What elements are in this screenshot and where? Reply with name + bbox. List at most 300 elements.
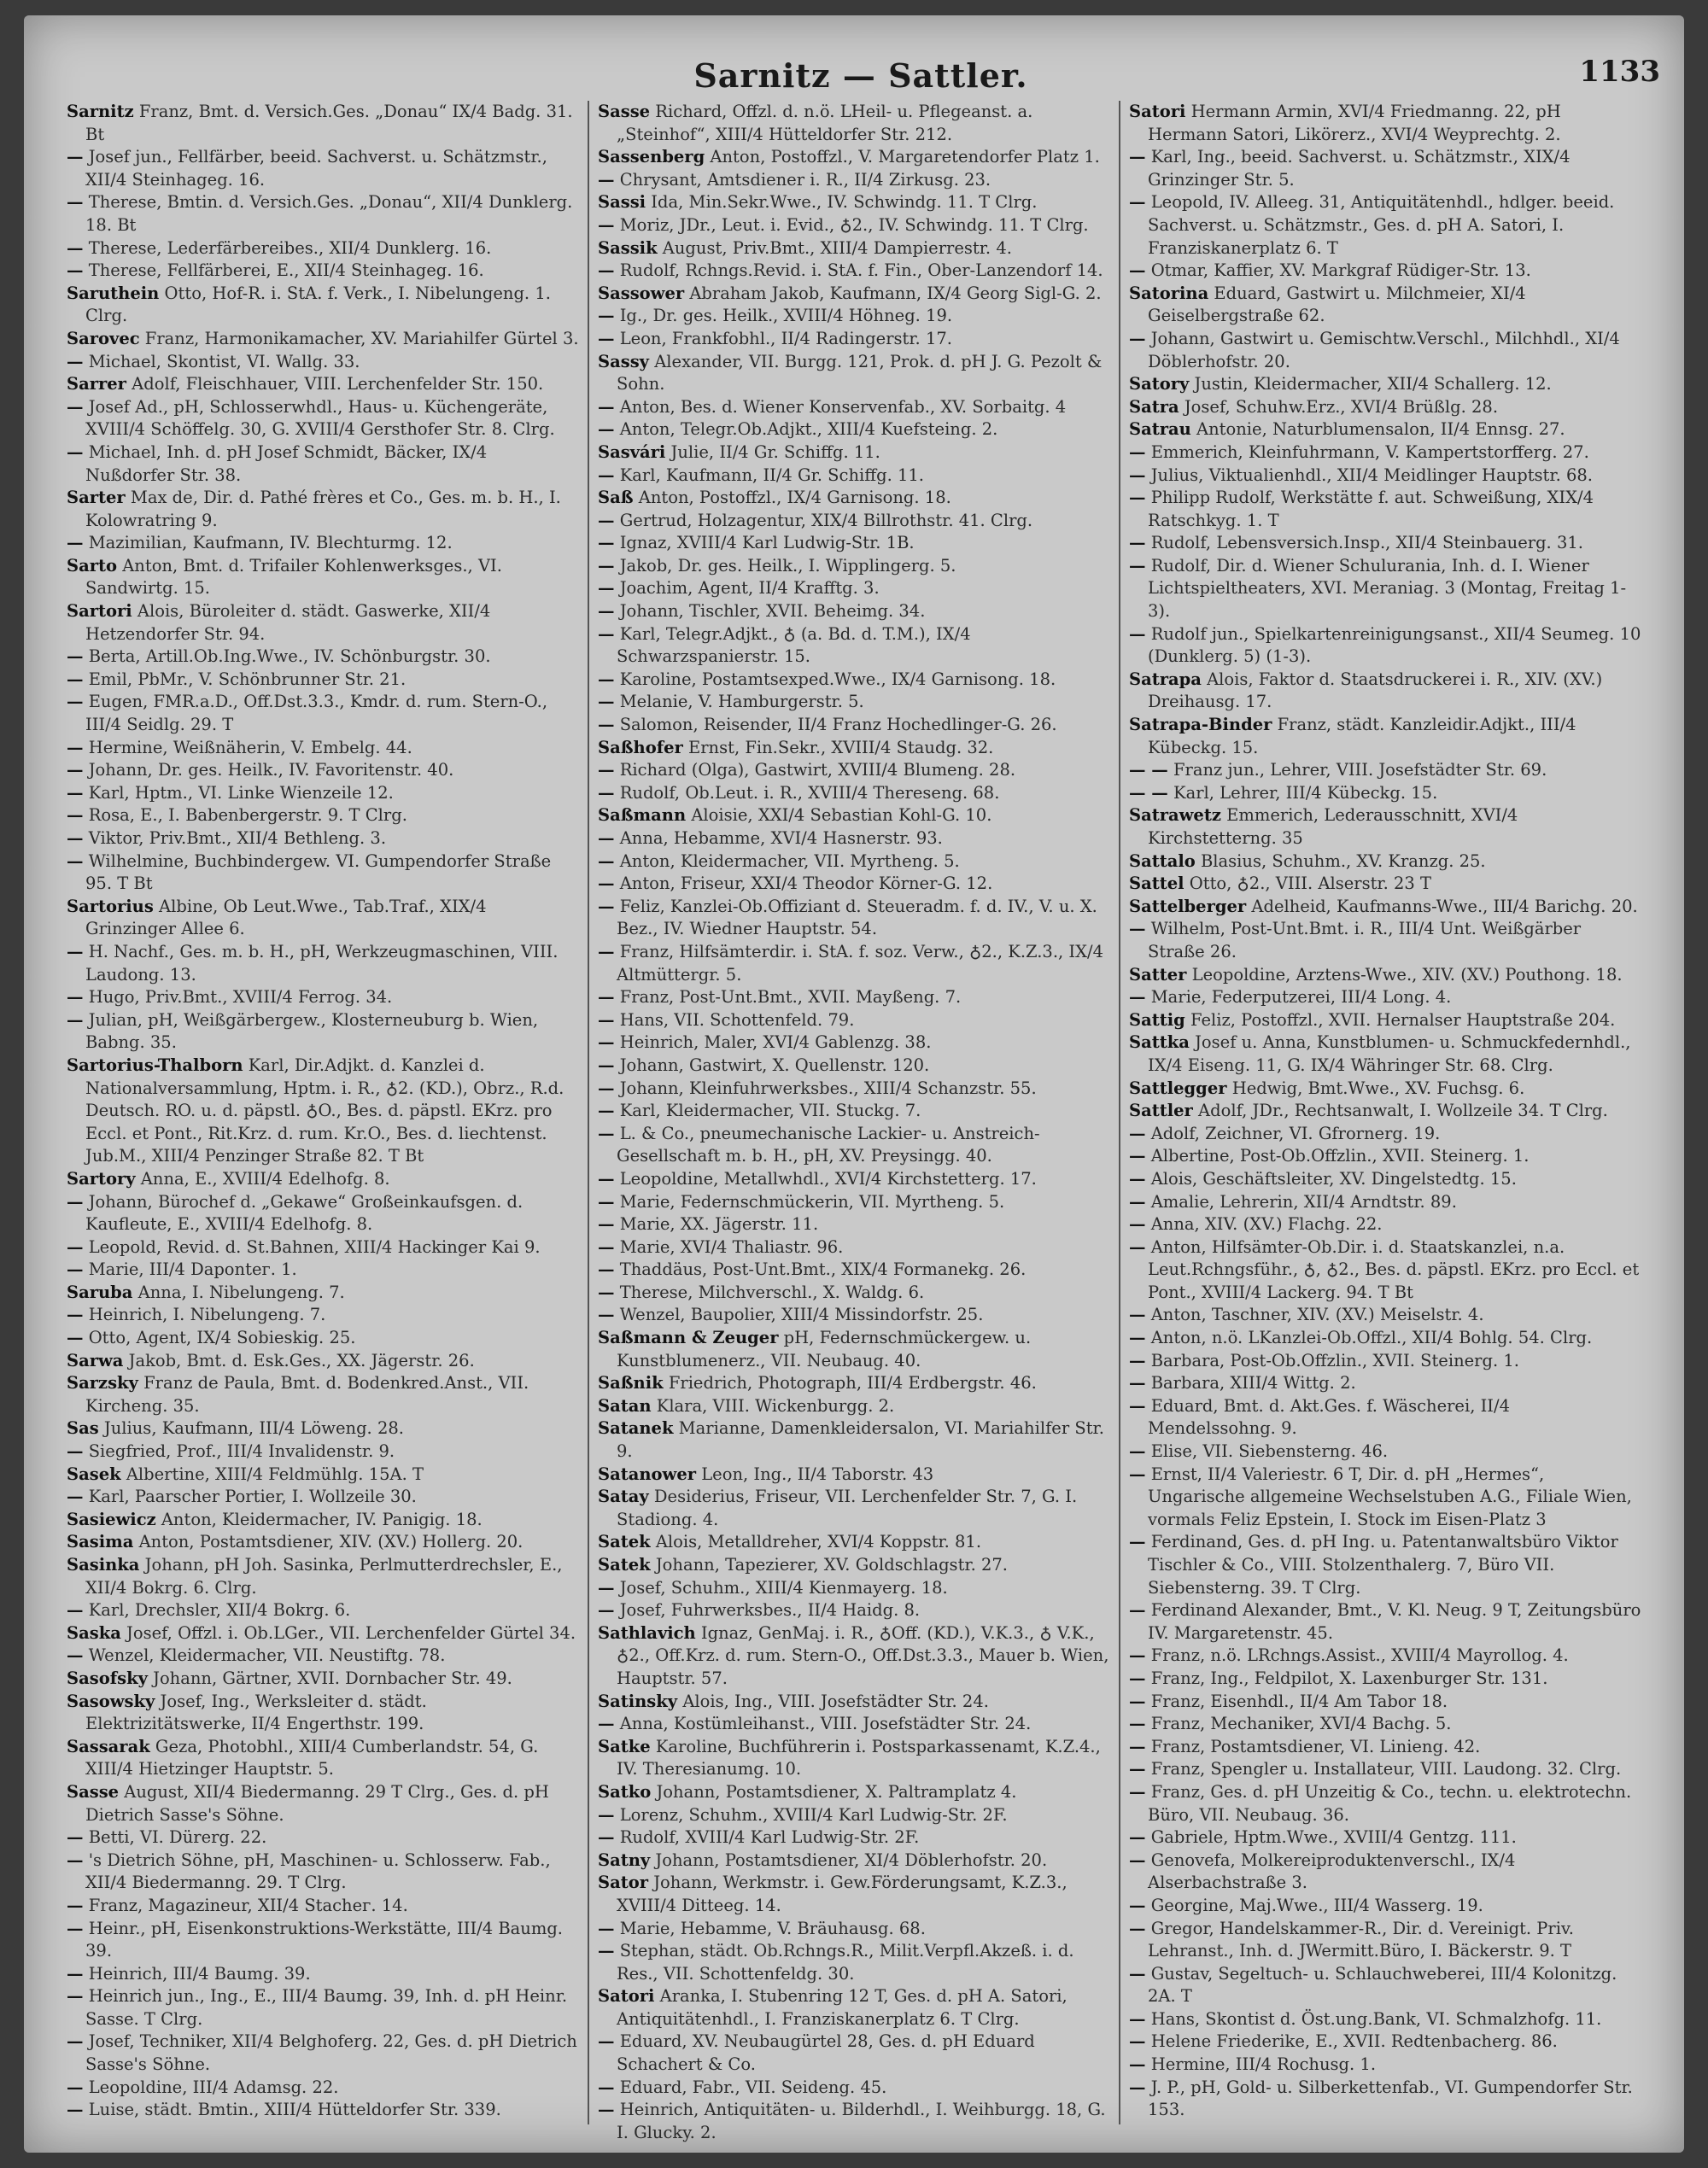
entry-surname: — <box>1129 1236 1146 1257</box>
directory-entry <box>1129 1918 1643 1963</box>
entry-surname: — <box>598 1032 615 1053</box>
directory-entry <box>598 1940 1110 1985</box>
entry-surname: Sasse <box>598 102 651 121</box>
directory-entry <box>67 782 579 805</box>
directory-entry <box>67 669 579 692</box>
entry-details: Justin, Kleidermacher, XII/4 Schallerg. 12. <box>1189 374 1552 394</box>
entry-surname: Satrau <box>1129 419 1191 440</box>
directory-entry <box>1129 1599 1643 1645</box>
directory-entry <box>598 737 1110 760</box>
directory-entry <box>67 600 579 646</box>
entry-surname: — <box>67 147 84 167</box>
entry-details: Rudolf, Rchngs.Revid. i. StA. f. Fin., Ober-Lanzendorf 14. <box>614 260 1103 281</box>
entry-details: Heinrich, Maler, XVI/4 Gablenzg. 38. <box>614 1032 932 1053</box>
entry-details: Johann, Tischler, XVII. Beheimg. 34. <box>614 601 926 622</box>
entry-details: Alois, Ing., VIII. Josefstädter Str. 24. <box>677 1691 989 1711</box>
directory-entry <box>598 1236 1110 1259</box>
entry-surname: — <box>1129 1895 1146 1915</box>
directory-entry <box>598 1826 1110 1850</box>
directory-entry <box>67 827 579 850</box>
entry-surname: — <box>67 805 84 826</box>
entry-details: Genovefa, Molkereiproduktenverschl., IX/4 Alserbachstraße 3. <box>1145 1850 1516 1893</box>
entry-details: Anna, Kostümleihanst., VIII. Josefstädter Str. 24. <box>614 1714 1032 1734</box>
directory-entry <box>598 555 1110 578</box>
directory-entry <box>1129 1123 1643 1146</box>
entry-surname: Sassenberg <box>598 147 705 167</box>
entry-surname: — <box>1129 328 1146 348</box>
entry-details: Ernst, II/4 Valeriestr. 6 T, Dir. d. pH „Hermes“, Ungarische allgemeine Wechselstuben A.G., Filiale Wien, vormals Feliz Epstein, I. Stock im Eisen-Platz 3 <box>1145 1464 1632 1529</box>
entry-surname: — <box>67 646 84 667</box>
entry-details: Viktor, Priv.Bmt., XII/4 Bethleng. 3. <box>83 828 387 848</box>
entry-surname: — <box>598 555 615 576</box>
entry-surname: — <box>598 1282 615 1302</box>
entry-surname: Sasse <box>67 1781 120 1802</box>
entry-surname: — <box>1129 1464 1146 1484</box>
entry-surname: — <box>1129 1532 1146 1552</box>
entry-surname: — <box>598 601 615 622</box>
entry-details: Rosa, E., I. Babenbergerstr. 9. T Clrg. <box>83 805 407 826</box>
directory-entry <box>598 1031 1110 1055</box>
entry-details: Karl, Paarscher Portier, I. Wollzeile 30. <box>83 1487 417 1507</box>
entry-surname: Sarto <box>67 555 118 576</box>
entry-surname: — <box>1129 623 1146 644</box>
entry-details: Betti, VI. Dürerg. 22. <box>83 1827 267 1848</box>
entry-details: Karoline, Postamtsexped.Wwe., IX/4 Garnisong. 18. <box>614 669 1056 689</box>
entry-details: Adolf, JDr., Rechtsanwalt, I. Wollzeile 34. T Clrg. <box>1192 1101 1608 1121</box>
directory-entry <box>1129 623 1643 669</box>
entry-surname: — — <box>1129 782 1168 803</box>
entry-details: Anton, Postamtsdiener, XIV. (XV.) Hollerg. 20. <box>133 1532 524 1552</box>
entry-details: Karl, Telegr.Adjkt., ♁ (a. Bd. d. T.M.), IX/4 Schwarzspanierstr. 15. <box>614 623 971 667</box>
directory-entry <box>598 2099 1110 2144</box>
directory-entry <box>598 1531 1110 1554</box>
directory-entry <box>1129 873 1643 896</box>
entry-surname: — <box>67 1645 84 1666</box>
entry-surname: — <box>598 2077 615 2097</box>
entry-surname: Satorina <box>1129 283 1209 303</box>
entry-details: Max de, Dir. d. Pathé frères et Co., Ges. m. b. H., I. Kolowratring 9. <box>85 488 561 530</box>
directory-entry <box>1129 1440 1643 1464</box>
directory-entry <box>67 1464 579 1487</box>
entry-details: Barbara, Post-Ob.Offzlin., XVII. Steinerg. 1. <box>1145 1350 1519 1370</box>
entry-details: Therese, Lederfärbereibes., XII/4 Dunklerg. 16. <box>83 237 492 258</box>
page-header <box>24 48 1684 108</box>
entry-surname: — <box>67 260 84 281</box>
column-3 <box>1120 101 1652 2124</box>
entry-surname: — <box>67 1305 84 1325</box>
entry-details: Johann, Gärtner, XVII. Dornbacher Str. 49. <box>147 1668 512 1688</box>
entry-surname: Satan <box>598 1395 652 1416</box>
directory-entry <box>1129 555 1643 623</box>
entry-details: Marie, XVI/4 Thaliastr. 96. <box>614 1236 844 1257</box>
directory-entry <box>67 555 579 600</box>
entry-surname: — <box>1129 1350 1146 1370</box>
directory-entry <box>67 191 579 237</box>
entry-surname: — — <box>1129 760 1168 780</box>
entry-surname: — <box>598 1259 615 1280</box>
directory-entry <box>598 1577 1110 1600</box>
entry-surname: Sattelberger <box>1129 896 1247 916</box>
entry-details: Abraham Jakob, Kaufmann, IX/4 Georg Sigl-G. 2. <box>684 283 1102 303</box>
directory-entry <box>67 1259 579 1282</box>
directory-entry <box>598 782 1110 805</box>
directory-entry <box>1129 1031 1643 1077</box>
directory-entry <box>598 577 1110 600</box>
entry-details: Josef, Fuhrwerksbes., II/4 Haidg. 8. <box>614 1600 921 1621</box>
directory-entry <box>598 1327 1110 1372</box>
entry-details: Franz, n.ö. LRchngs.Assist., XVIII/4 Mayrollog. 4. <box>1145 1645 1569 1666</box>
directory-entry <box>67 941 579 986</box>
entry-surname: — <box>67 1850 84 1870</box>
entry-surname: — <box>598 782 615 803</box>
directory-entry <box>598 1713 1110 1736</box>
entry-surname: Saska <box>67 1622 121 1643</box>
entry-details: Franz, Eisenhdl., II/4 Am Tabor 18. <box>1145 1691 1448 1711</box>
entry-details: Marie, Federputzerei, III/4 Long. 4. <box>1145 987 1452 1008</box>
entry-details: Johann, pH Joh. Sasinka, Perlmutterdrechsler, E., XII/4 Bokrg. 6. Clrg. <box>85 1555 563 1598</box>
entry-details: Ferdinand, Ges. d. pH Ing. u. Patentanwaltsbüro Viktor Tischler & Co., VIII. Stolzenthalerg. 7, Büro VII. Siebensterng. 39. T Clrg. <box>1145 1532 1618 1598</box>
entry-details: 's Dietrich Söhne, pH, Maschinen- u. Schlosserw. Fab., XII/4 Biedermanng. 29. T Clrg. <box>83 1850 551 1893</box>
entry-details: Eduard, Bmt. d. Akt.Ges. f. Wäscherei, II/4 Mendelssohng. 9. <box>1145 1395 1510 1439</box>
entry-surname: Satay <box>598 1487 649 1507</box>
entry-details: Otto, ♁2., VIII. Alserstr. 23 T <box>1184 874 1432 894</box>
directory-entry <box>598 465 1110 488</box>
entry-surname: — <box>67 669 84 689</box>
entry-details: Leopoldine, Arztens-Wwe., XIV. (XV.) Pouthong. 18. <box>1186 964 1623 985</box>
entry-surname: — <box>1129 1850 1146 1870</box>
entry-surname: Saruba <box>67 1282 133 1302</box>
entry-details: H. Nachf., Ges. m. b. H., pH, Werkzeugmaschinen, VIII. Laudong. 13. <box>83 941 559 985</box>
entry-details: Leopold, Revid. d. St.Bahnen, XIII/4 Hackinger Kai 9. <box>83 1236 541 1257</box>
entry-details: Klara, VIII. Wickenburgg. 2. <box>651 1395 895 1416</box>
entry-surname: Sathlavich <box>598 1622 696 1643</box>
entry-details: Ernst, Fin.Sekr., XVIII/4 Staudg. 32. <box>682 737 994 757</box>
entry-details: Friedrich, Photograph, III/4 Erdbergstr. 46. <box>663 1373 1037 1394</box>
entry-details: Alois, Geschäftsleiter, XV. Dingelstedtg. 15. <box>1145 1168 1517 1189</box>
entry-details: Michael, Skontist, VI. Wallg. 33. <box>83 351 360 371</box>
entry-surname: Sattler <box>1129 1101 1193 1121</box>
entry-details: Otto, Agent, IX/4 Sobieskig. 25. <box>83 1328 356 1348</box>
entry-surname: Sarovec <box>67 328 140 348</box>
entry-surname: — <box>67 441 84 462</box>
entry-details: Anton, Taschner, XIV. (XV.) Meiselstr. 4. <box>1145 1305 1484 1325</box>
directory-entry <box>598 214 1110 237</box>
entry-surname: — <box>67 1827 84 1848</box>
directory-entry <box>1129 465 1643 488</box>
directory-entry <box>67 1055 579 1168</box>
entry-details: Richard, Offzl. d. n.ö. LHeil- u. Pflegeanst. a. „Steinhof“, XIII/4 Hütteldorfer Str. 212. <box>617 102 1033 144</box>
entry-details: Hermann Armin, XVI/4 Friedmanng. 22, pH Hermann Satori, Likörerz., XVI/4 Weyprechtg. 2. <box>1148 102 1561 144</box>
entry-details: Anton, Hilfsämter-Ob.Dir. i. d. Staatskanzlei, n.a. Leut.Rchngsführ., ♁, ♁2., Bes. d. päpstl. EKrz. pro Eccl. et Pont., XVIII/4 Lackerg. 94. T Bt <box>1145 1236 1640 1302</box>
entry-details: Melanie, V. Hamburgerstr. 5. <box>614 692 864 712</box>
entry-surname: Sasofsky <box>67 1668 148 1688</box>
directory-entry <box>1129 1145 1643 1168</box>
entry-surname: Sasowsky <box>67 1691 155 1711</box>
directory-entry <box>1129 1691 1643 1714</box>
directory-entry <box>67 441 579 487</box>
entry-details: Jakob, Bmt. d. Esk.Ges., XX. Jägerstr. 26. <box>123 1350 475 1370</box>
directory-entry <box>1129 1963 1643 2008</box>
entry-details: Hugo, Priv.Bmt., XVIII/4 Ferrog. 34. <box>83 987 393 1008</box>
entry-surname: Sattlegger <box>1129 1078 1227 1098</box>
entry-surname: — <box>598 1305 615 1325</box>
entry-details: Leon, Ing., II/4 Taborstr. 43 <box>696 1464 934 1484</box>
directory-entry <box>67 1895 579 1918</box>
directory-entry <box>598 1985 1110 2031</box>
directory-entry <box>598 101 1110 146</box>
directory-entry <box>67 1191 579 1236</box>
entry-details: Marianne, Damenkleidersalon, VI. Mariahilfer Str. 9. <box>617 1418 1104 1462</box>
entry-surname: Satori <box>598 1986 655 2007</box>
directory-entry <box>1129 1236 1643 1305</box>
entry-details: Ferdinand Alexander, Bmt., V. Kl. Neug. 9 T, Zeitungsbüro IV. Margaretenstr. 45. <box>1145 1600 1641 1643</box>
directory-entry <box>1129 418 1643 441</box>
directory-entry <box>598 1100 1110 1123</box>
entry-surname: — <box>1129 1123 1146 1143</box>
entry-details: Aloisie, XXI/4 Sebastian Kohl-G. 10. <box>686 805 992 826</box>
directory-entry <box>1129 1850 1643 1895</box>
directory-entry <box>598 1464 1110 1487</box>
directory-entry <box>67 487 579 532</box>
entry-details: Alois, Metalldreher, XVI/4 Koppstr. 81. <box>650 1532 982 1552</box>
entry-details: Ignaz, GenMaj. i. R., ♁Off. (KD.), V.K.3., ♁ V.K., ♁2., Off.Krz. d. rum. Stern-O., Off.Dst.3.3., Mauer b. Wien, Hauptstr. 57. <box>617 1622 1109 1688</box>
directory-entry <box>598 1736 1110 1781</box>
entry-surname: Satek <box>598 1532 651 1552</box>
directory-entry <box>67 1691 579 1736</box>
entry-surname: — <box>598 1009 615 1030</box>
entry-surname: — <box>67 2031 84 2052</box>
entry-details: Josef, Schuhm., XIII/4 Kienmayerg. 18. <box>614 1577 948 1598</box>
entry-details: Rudolf, XVIII/4 Karl Ludwig-Str. 2F. <box>614 1827 920 1848</box>
entry-surname: — <box>67 1986 84 2007</box>
entry-surname: — <box>1129 2008 1146 2029</box>
entry-details: Hedwig, Bmt.Wwe., XV. Fuchsg. 6. <box>1226 1078 1525 1098</box>
entry-details: Gertrud, Holzagentur, XIX/4 Billrothstr. 41. Clrg. <box>614 510 1033 530</box>
directory-entry <box>1129 260 1643 283</box>
entry-surname: — <box>598 578 615 599</box>
directory-entry <box>1129 2077 1643 2122</box>
entry-details: Franz, Magazineur, XII/4 Stachег. 14. <box>83 1895 408 1915</box>
entry-details: Josef jun., Fellfärber, beeid. Sachverst. u. Schätzmstr., XII/4 Steinhageg. 16. <box>83 147 547 190</box>
entry-details: Joachim, Agent, II/4 Krafftg. 3. <box>614 578 880 599</box>
entry-details: Lorenz, Schuhm., XVIII/4 Karl Ludwig-Str. 2F. <box>614 1804 1008 1825</box>
entry-surname: Satrapa <box>1129 669 1202 689</box>
entry-surname: — <box>67 987 84 1008</box>
entry-details: Anton, Postoffzl., V. Margaretendorfer Platz 1. <box>705 147 1100 167</box>
entry-surname: — <box>1129 465 1146 485</box>
entry-surname: — <box>1129 1759 1146 1779</box>
directory-entry <box>598 1850 1110 1873</box>
directory-entry <box>67 1531 579 1554</box>
directory-entry <box>598 1622 1110 1691</box>
entry-details: Emmerich, Lederausschnitt, XVI/4 Kirchstetterng. 35 <box>1148 805 1518 848</box>
entry-details: August, XII/4 Biedermanng. 29 T Clrg., Ges. d. pH Dietrich Sasse's Söhne. <box>85 1781 549 1825</box>
directory-entry <box>598 1395 1110 1418</box>
entry-surname: — <box>598 169 615 190</box>
directory-entry <box>1129 2054 1643 2077</box>
page-number: 1133 <box>1579 55 1660 89</box>
directory-entry <box>1129 669 1643 714</box>
entry-surname: Sassy <box>598 351 650 371</box>
entry-surname: Sasima <box>67 1532 134 1552</box>
entry-details: Gabriele, Hptm.Wwe., XVIII/4 Gentzg. 111. <box>1145 1827 1517 1848</box>
entry-surname: — <box>67 2077 84 2097</box>
entry-surname: — <box>598 1600 615 1621</box>
entry-surname: — <box>598 260 615 281</box>
entry-details: Stephan, städt. Ob.Rchngs.R., Milit.Verpfl.Akzeß. i. d. Res., VII. Schottenfeldg. 30. <box>614 1941 1074 1984</box>
directory-entry <box>598 623 1110 669</box>
entry-details: Franz, Postamtsdiener, VI. Linieng. 42. <box>1145 1736 1481 1756</box>
entry-surname: — <box>1129 1328 1146 1348</box>
entry-surname: — <box>1129 192 1146 213</box>
directory-entry <box>67 1509 579 1532</box>
entry-surname: — <box>598 1078 615 1098</box>
entry-surname: Saßnik <box>598 1373 664 1394</box>
directory-entry <box>1129 986 1643 1009</box>
entry-details: Karoline, Buchführerin i. Postsparkassenamt, K.Z.4., IV. Theresianumg. 10. <box>617 1736 1101 1779</box>
entry-surname: Saruthein <box>67 283 160 303</box>
entry-details: Franz, städt. Kanzleidir.Adjkt., III/4 Kübeckg. 15. <box>1148 715 1576 757</box>
entry-details: Wilhelmine, Buchbindergew. VI. Gumpendorfer Straße 95. T Bt <box>83 850 552 894</box>
entry-details: Desiderius, Friseur, VII. Lerchenfelder Str. 7, G. I. Stadiong. 4. <box>617 1487 1078 1529</box>
directory-entry <box>1129 1191 1643 1214</box>
entry-details: Marie, XX. Jägerstr. 11. <box>614 1214 819 1235</box>
entry-surname: — <box>1129 1668 1146 1688</box>
directory-entry <box>67 1417 579 1440</box>
entry-surname: Sarnitz <box>67 102 134 121</box>
entry-details: Elise, VII. Siebensterng. 46. <box>1145 1441 1389 1462</box>
directory-entry <box>67 396 579 441</box>
entry-details: Franz, Hilfsämterdir. i. StA. f. soz. Verw., ♁2., K.Z.3., IX/4 Altmüttergr. 5. <box>614 941 1103 985</box>
directory-entry <box>598 1055 1110 1078</box>
directory-entry <box>598 873 1110 896</box>
entry-details: Georgine, Maj.Wwe., III/4 Wasserg. 19. <box>1145 1895 1483 1915</box>
entry-surname: — <box>598 1191 615 1212</box>
entry-surname: — <box>598 715 615 735</box>
entry-surname: Saßmann <box>598 805 687 826</box>
entry-details: Rudolf jun., Spielkartenreinigungsanst., XII/4 Seumeg. 10 (Dunklerg. 5) (1-3). <box>1145 623 1641 667</box>
entry-details: Marie, Federnschmückerin, VII. Myrtheng. 5. <box>614 1191 1005 1212</box>
entry-details: Franz, Ges. d. pH Unzeitig & Co., techn. u. elektrotechn. Büro, VII. Neubaug. 36. <box>1145 1781 1632 1825</box>
entry-surname: — <box>598 214 615 235</box>
entry-details: Karl, Kleidermacher, VII. Stuckg. 7. <box>614 1101 921 1121</box>
entry-surname: — <box>67 1236 84 1257</box>
entry-details: Johann, Postamtsdiener, XI/4 Döblerhofstr. 20. <box>650 1850 1048 1870</box>
entry-surname: — <box>67 1441 84 1462</box>
entry-surname: Satanek <box>598 1418 674 1439</box>
entry-surname: Saßmann & Zeuger <box>598 1328 779 1348</box>
directory-entry <box>67 1009 579 1055</box>
directory-entry <box>598 2077 1110 2100</box>
directory-entry <box>598 1282 1110 1305</box>
entry-surname: — <box>598 692 615 712</box>
entry-details: Adolf, Fleischhauer, VIII. Lerchenfelder Str. 150. <box>126 374 544 394</box>
directory-entry <box>67 328 579 351</box>
entry-details: Karl, Hptm., VI. Linke Wienzeile 12. <box>83 782 394 803</box>
entry-surname: — <box>1129 555 1146 576</box>
directory-entry <box>598 351 1110 396</box>
directory-entry <box>598 1599 1110 1622</box>
entry-surname: — <box>1129 1918 1146 1938</box>
entry-details: Heinrich, Antiquitäten- u. Bilderhdl., I. Weihburgg. 18, G. I. Glucky. 2. <box>614 2100 1106 2142</box>
entry-details: Heinr., pH, Eisenkonstruktions-Werkstätte, III/4 Baumg. 39. <box>83 1918 564 1961</box>
entry-details: Franz de Paula, Bmt. d. Bodenkred.Anst., VII. Kircheng. 35. <box>85 1373 529 1416</box>
entry-surname: Satinsky <box>598 1691 678 1711</box>
entry-details: Eduard, Gastwirt u. Milchmeier, XI/4 Geiselbergstraße 62. <box>1148 283 1526 326</box>
entry-surname: Sassarak <box>67 1736 150 1756</box>
entry-details: L. & Co., pneumechanische Lackier- u. Anstreich-Gesellschaft m. b. H., pH, XV. Preysingg. 40. <box>614 1123 1040 1166</box>
directory-entry <box>67 2077 579 2100</box>
entry-surname: — <box>598 1168 615 1189</box>
entry-details: Wenzel, Kleidermacher, VII. Neustiftg. 78. <box>83 1645 446 1666</box>
directory-entry <box>1129 964 1643 987</box>
directory-entry <box>598 418 1110 441</box>
entry-details: Franz, Post-Unt.Bmt., XVII. Mayßeng. 7. <box>614 987 962 1008</box>
directory-entry <box>598 600 1110 623</box>
entry-surname: Sarrer <box>67 374 126 394</box>
entry-surname: — <box>598 874 615 894</box>
directory-entry <box>598 191 1110 214</box>
entry-surname: — <box>1129 2031 1146 2052</box>
entry-details: Rudolf, Dir. d. Wiener Schulurania, Inh. d. I. Wiener Lichtspieltheaters, XVI. Meraniag. 3 (Montag, Freitag 1-3). <box>1145 555 1627 622</box>
entry-details: Josef u. Anna, Kunstblumen- u. Schmuckfedernhdl., IX/4 Eiseng. 11, G. IX/4 Währinger Str. 68. Clrg. <box>1148 1032 1631 1075</box>
entry-details: Barbara, XIII/4 Wittg. 2. <box>1145 1373 1356 1394</box>
entry-details: Leopoldine, Metallwhdl., XVI/4 Kirchstetterg. 17. <box>614 1168 1037 1189</box>
entry-details: Josef, Schuhw.Erz., XVI/4 Brüßlg. 28. <box>1179 396 1499 417</box>
directory-entry <box>1129 532 1643 555</box>
directory-entry <box>598 986 1110 1009</box>
directory-entry <box>1129 759 1643 782</box>
entry-details: Anna, I. Nibelungeng. 7. <box>132 1282 345 1302</box>
entry-surname: — <box>1129 147 1146 167</box>
entry-details: Siegfried, Prof., III/4 Invalidenstr. 9. <box>83 1441 395 1462</box>
entry-details: Feliz, Kanzlei-Ob.Offiziant d. Steueradm. f. d. IV., V. u. X. Bez., IV. Wiedner Hauptstr. 54. <box>614 896 1097 939</box>
directory-entry <box>1129 896 1643 919</box>
directory-entry <box>67 986 579 1009</box>
entry-details: Karl, Ing., beeid. Sachverst. u. Schätzmstr., XIX/4 Grinzinger Str. 5. <box>1145 147 1571 190</box>
entry-details: Josef, Ing., Werksleiter d. städt. Elektrizitätswerke, II/4 Engerthstr. 199. <box>85 1691 427 1734</box>
directory-entry <box>67 1826 579 1850</box>
entry-surname: Satrawetz <box>1129 805 1221 826</box>
entry-surname: Saß <box>598 488 634 508</box>
entry-surname: — <box>67 1963 84 1984</box>
entry-details: Anna, Hebamme, XVI/4 Hasnerstr. 93. <box>614 828 943 848</box>
entry-surname: — <box>598 1101 615 1121</box>
entry-details: Therese, Milchverschl., X. Waldg. 6. <box>614 1282 925 1302</box>
entry-details: Anton, Kleidermacher, IV. Panigig. 18. <box>155 1509 483 1529</box>
directory-entry <box>67 646 579 669</box>
directory-entry <box>598 1213 1110 1236</box>
directory-entry <box>67 237 579 260</box>
directory-entry <box>1129 1895 1643 1918</box>
entry-surname: — <box>67 192 84 213</box>
entry-surname: — <box>598 1941 615 1961</box>
directory-entry <box>67 2031 579 2076</box>
entry-details: Therese, Fellfärberei, E., XII/4 Steinhageg. 16. <box>83 260 484 281</box>
entry-details: Moriz, JDr., Leut. i. Evid., ♁2., IV. Schwindg. 11. T Clrg. <box>614 214 1089 235</box>
directory-entry <box>598 1304 1110 1327</box>
directory-entry <box>598 896 1110 941</box>
directory-entry <box>1129 1645 1643 1668</box>
entry-surname: — <box>598 623 615 644</box>
entry-surname: — <box>1129 1168 1146 1189</box>
entry-details: Johann, Bürochef d. „Gekawe“ Großeinkaufsgen. d. Kaufleute, E., XVIII/4 Edelhofg. 8. <box>83 1191 524 1235</box>
entry-details: Michael, Inh. d. pH Josef Schmidt, Bäcker, IX/4 Nußdorfer Str. 38. <box>83 441 488 485</box>
directory-entry <box>67 1554 579 1599</box>
entry-surname: — <box>1129 1441 1146 1462</box>
entry-details: Chrysant, Amtsdiener i. R., II/4 Zirkusg. 23. <box>614 169 991 190</box>
directory-entry <box>67 1440 579 1464</box>
